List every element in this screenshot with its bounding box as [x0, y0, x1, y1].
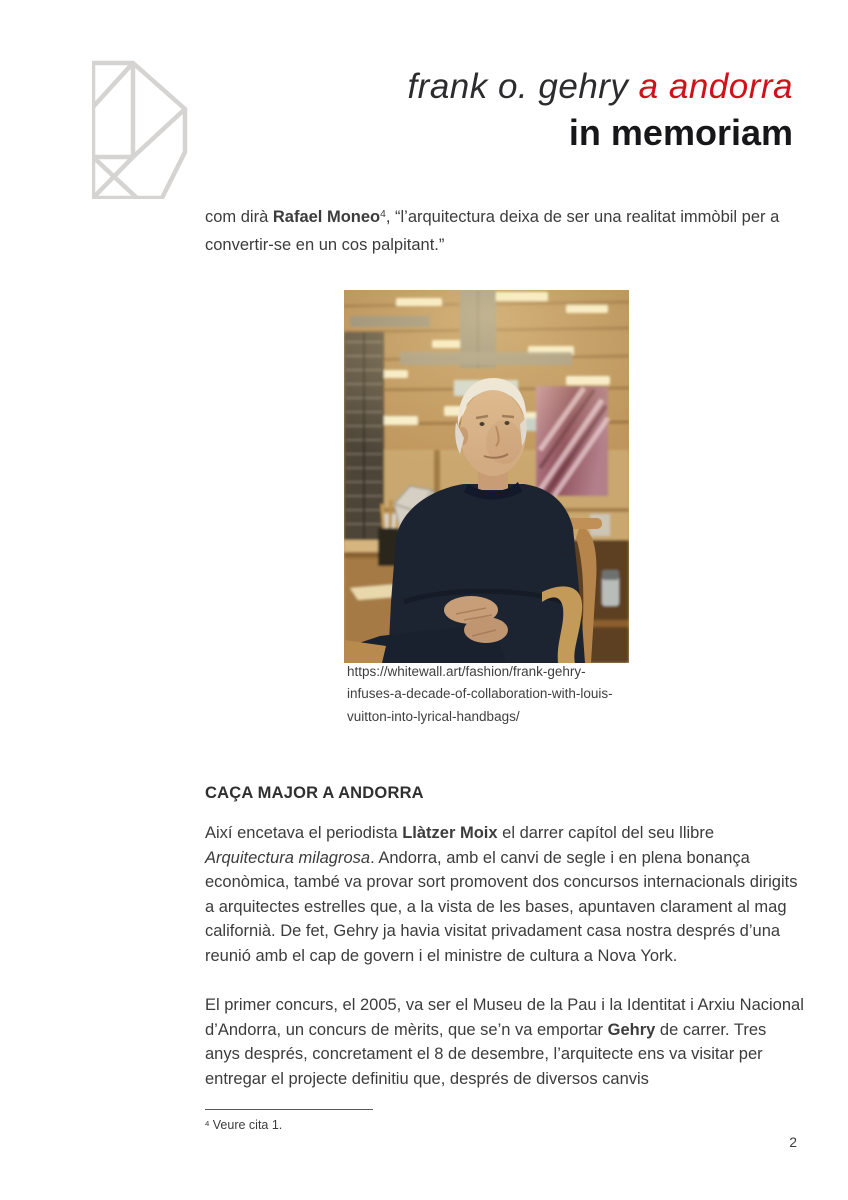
footnote-separator	[205, 1109, 373, 1110]
header	[407, 64, 793, 156]
footnote	[205, 1116, 282, 1136]
section-heading: CAÇA MAJOR A ANDORRA	[205, 784, 424, 802]
photo-caption-line: vuitton-into-lyrical-handbags/	[347, 708, 520, 724]
frank-gehry-photo-image	[344, 290, 629, 663]
page-number: 2	[789, 1134, 797, 1150]
footnote-marker: 4	[205, 1119, 210, 1129]
body-paragraph-1: Així encetava el periodista Llàtzer Moix el darrer capítol del seu llibre Arquitectura milagrosa. Andorra, amb el canvi de segle i en plena bonança econòmica, també va provar sort promovent dos concursos internacionals dirigits a arquitectes estrelles que, a la vista de les bases, apuntaven clarament al mag californià. De fet, Gehry ja havia visitat privadament casa nostra després d’una reunió amb el cap de govern i el ministre de cultura a Nova York.	[205, 824, 798, 965]
page-title	[407, 64, 793, 110]
footnote-text: Veure cita 1.	[209, 1118, 283, 1132]
photo-caption	[347, 661, 677, 728]
title-black-part: frank o. gehry	[407, 67, 639, 106]
title-red-part: a andorra	[638, 67, 793, 106]
page-subtitle: in memoriam	[568, 112, 793, 153]
intro-paragraph: com dirà Rafael Moneo$^4$, “l’arquitectura deixa de ser una realitat immòbil per a convertir-se en un cos palpitant.”	[205, 208, 780, 254]
photo-caption-line: https://whitewall.art/fashion/frank-gehry-	[347, 664, 586, 679]
body-paragraph-2: El primer concurs, el 2005, va ser el Museu de la Pau i la Identitat i Arxiu Nacional d’Andorra, un concurs de mèrits, que se’n va emportar Gehry de carrer. Tres anys després, concretament el 8 de desembre, l’arquitecte ens va visitar per entregar el projecte definitiu que, després de diversos canvis	[205, 996, 804, 1088]
publisher-logo-icon	[92, 59, 190, 199]
frank-gehry-photo	[344, 290, 629, 663]
photo-caption-line: infuses-a-decade-of-collaboration-with-louis-	[347, 686, 613, 702]
